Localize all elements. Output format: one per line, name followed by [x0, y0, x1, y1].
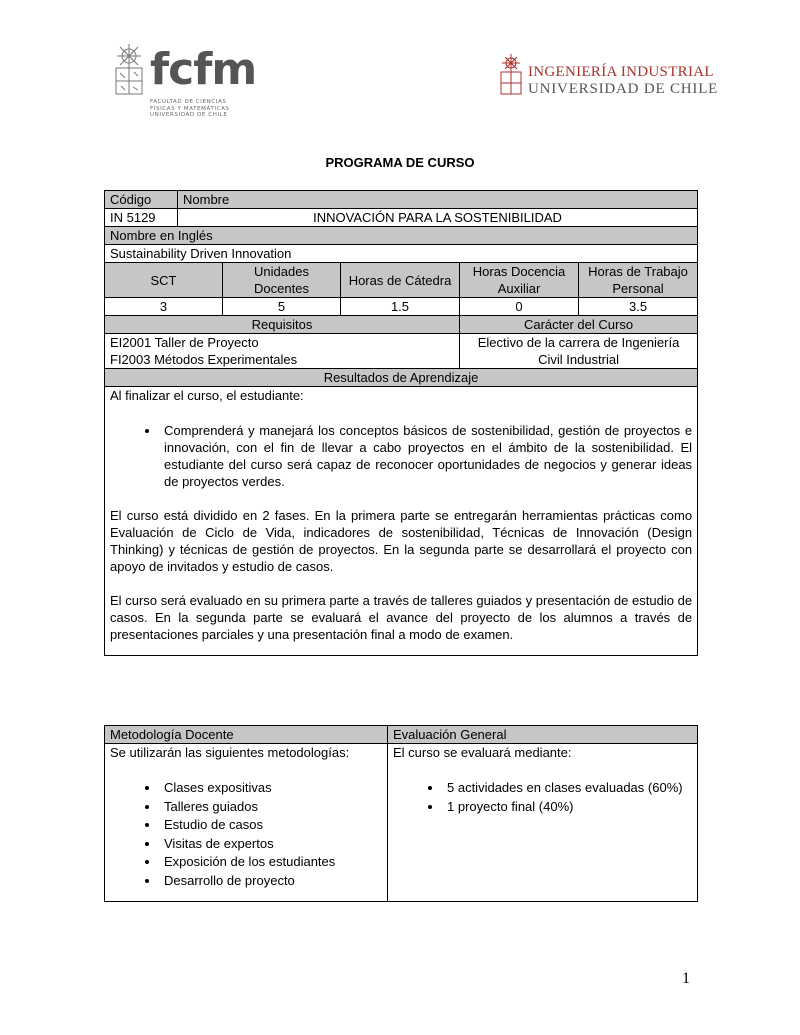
evaluacion-body [388, 744, 698, 902]
resultados-header: Resultados de Aprendizaje [105, 369, 698, 387]
sct-header: SCT [105, 263, 223, 298]
table-row [105, 726, 698, 744]
unidades-value: 5 [223, 298, 341, 316]
course-name: INNOVACIÓN PARA LA SOSTENIBILIDAD [178, 209, 698, 227]
university-seal-icon [112, 44, 146, 100]
table-row [105, 744, 698, 902]
metodologia-list [110, 779, 382, 890]
caracter-value: Electivo de la carrera de Ingeniería Civil Industrial [460, 334, 698, 369]
name-header: Nombre [178, 191, 698, 209]
table-row [105, 369, 698, 387]
auxiliar-value: 0 [460, 298, 579, 316]
fcfm-subtitle [150, 99, 230, 119]
personal-value: 3.5 [579, 298, 698, 316]
evaluacion-list [393, 779, 692, 816]
requisitos-header: Requisitos [105, 316, 460, 334]
table-row [105, 227, 698, 245]
list-item: • Desarrollo de proyecto [160, 872, 382, 891]
table-row [105, 387, 698, 656]
logo-line-universidad: UNIVERSIDAD DE CHILE [528, 81, 719, 97]
resultados-body [105, 387, 698, 656]
table-row [105, 316, 698, 334]
description-paragraph: El curso está dividido en 2 fases. En la primera parte se entregarán herramientas prácticas como Evaluación de Ciclo de Vida, indicadores de sostenibilidad, Técnicas de Innovación (Design Thinking) y técnicas de gestión de proyectos. En la segunda parte se desarrollará el proyecto con apoyo de invitados y estudio de casos. [110, 508, 693, 574]
page-title: PROGRAMA DE CURSO [325, 155, 475, 170]
resultados-list [110, 422, 692, 490]
english-name-header: Nombre en Inglés [105, 227, 698, 245]
code-header: Código [105, 191, 178, 209]
evaluacion-header: Evaluación General [388, 726, 698, 744]
catedra-header: Horas de Cátedra [341, 263, 460, 298]
metodologia-header: Metodología Docente [105, 726, 388, 744]
requisito-item: FI2003 Métodos Experimentales [110, 352, 298, 367]
list-item: • Exposición de los estudiantes [160, 853, 382, 872]
page-number: 1 [682, 970, 690, 987]
metodologia-intro: Se utilizarán las siguientes metodologías: [110, 745, 350, 760]
auxiliar-header: Horas Docencia Auxiliar [460, 263, 579, 298]
unidades-header: Unidades Docentes [223, 263, 341, 298]
requisito-item: EI2001 Taller de Proyecto [110, 335, 259, 350]
list-item: • Estudio de casos [160, 816, 382, 835]
methodology-evaluation-table [104, 725, 698, 902]
list-item: • 1 proyecto final (40%) [443, 798, 692, 817]
sct-value: 3 [105, 298, 223, 316]
metodologia-body [105, 744, 388, 902]
fcfm-logo [112, 44, 257, 122]
table-row [105, 191, 698, 209]
course-info-table [104, 190, 698, 656]
course-code: IN 5129 [105, 209, 178, 227]
crest-icon [498, 54, 524, 98]
requisitos-list [105, 334, 460, 369]
list-item: • 5 actividades en clases evaluadas (60%) [443, 779, 692, 798]
list-item: • Visitas de expertos [160, 835, 382, 854]
list-item: • Comprenderá y manejará los conceptos básicos de sostenibilidad, gestión de proyectos e innovación, con el fin de llevar a cabo proyectos en el ámbito de la sostenibilidad. El estudiante del curso será capaz de reconocer oportunidades de negocios y generar ideas de proyectos verdes. [160, 422, 692, 490]
table-row [105, 334, 698, 369]
list-item: • Talleres guiados [160, 798, 382, 817]
catedra-value: 1.5 [341, 298, 460, 316]
fcfm-subtitle-line: FACULTAD DE CIENCIAS [150, 99, 227, 105]
fcfm-wordmark: fcfm [150, 44, 257, 95]
resultados-intro: Al finalizar el curso, el estudiante: [110, 388, 304, 403]
evaluation-paragraph: El curso será evaluado en su primera parte a través de talleres guiados y presentación de estudio de casos. En la segunda parte se evaluará el avance del proyecto de los alumnos a través de presentaciones parciales y una presentación final a modo de examen. [110, 593, 693, 642]
credits-values-row [105, 298, 698, 316]
caracter-header: Carácter del Curso [460, 316, 698, 334]
ingenieria-industrial-logo [498, 52, 719, 100]
logo-line-ingenieria: INGENIERÍA INDUSTRIAL [528, 64, 714, 80]
evaluacion-intro: El curso se evaluará mediante: [393, 745, 572, 760]
fcfm-subtitle-line: FÍSICAS Y MATEMÁTICAS [150, 105, 230, 112]
fcfm-subtitle-line: UNIVERSIDAD DE CHILE [150, 112, 228, 118]
table-row [105, 209, 698, 227]
table-row [105, 245, 698, 263]
personal-header: Horas de Trabajo Personal [579, 263, 698, 298]
credits-header-row [105, 263, 698, 298]
list-item: • Clases expositivas [160, 779, 382, 798]
english-name: Sustainability Driven Innovation [105, 245, 698, 263]
